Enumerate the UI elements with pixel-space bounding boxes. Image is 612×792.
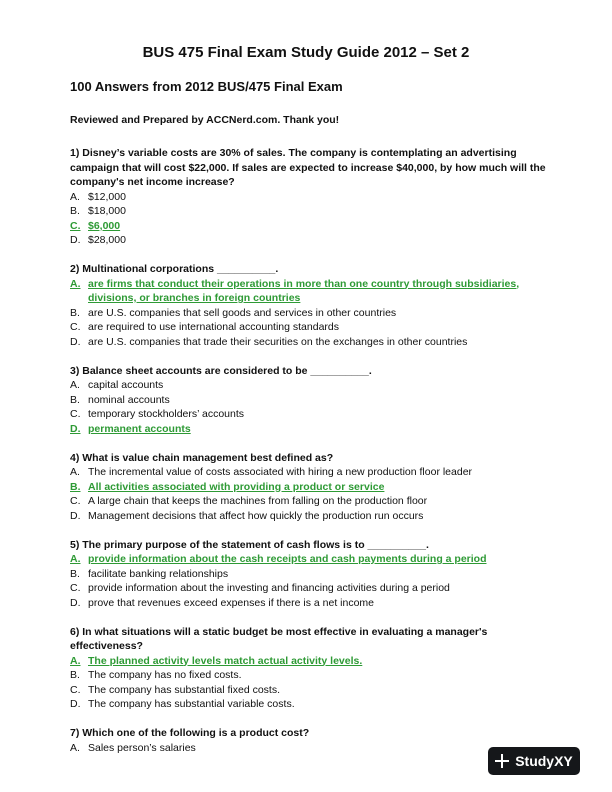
answer-option xyxy=(70,668,550,683)
plus-icon xyxy=(495,754,509,768)
option-letter: B. xyxy=(70,306,80,319)
question-text: 6) In what situations will a static budget be most effective in evaluating a manager's effectiveness? xyxy=(70,625,488,652)
option-text: The company has no fixed costs. xyxy=(88,669,242,681)
answer-option xyxy=(70,581,550,596)
answer-option xyxy=(70,393,550,408)
badge-label: StudyXY xyxy=(515,753,573,769)
option-letter: C. xyxy=(70,495,81,507)
option-letter: A. xyxy=(70,741,80,754)
option-text: provide information about the cash receipts and cash payments during a period xyxy=(88,553,487,565)
option-text: are U.S. companies that sell goods and services in other countries xyxy=(88,306,397,319)
option-letter: C. xyxy=(70,408,81,420)
option-text: $18,000 xyxy=(88,205,126,217)
question xyxy=(70,726,550,755)
answer-option-correct xyxy=(70,480,550,495)
answer-option xyxy=(70,697,550,712)
studyxy-badge[interactable] xyxy=(488,747,580,775)
answer-option xyxy=(70,190,550,205)
question-text: 7) Which one of the following is a product cost? xyxy=(70,727,310,739)
option-letter: B. xyxy=(70,480,81,493)
option-letter: C. xyxy=(70,582,81,594)
option-letter: A. xyxy=(70,277,81,290)
question xyxy=(70,451,550,524)
page-subtitle: 100 Answers from 2012 BUS/475 Final Exam xyxy=(70,79,343,94)
option-letter: A. xyxy=(70,379,80,391)
question-text: 3) Balance sheet accounts are considered to be __________. xyxy=(70,364,372,377)
option-letter: B. xyxy=(70,669,80,681)
option-letter: C. xyxy=(70,219,81,232)
answer-option xyxy=(70,306,550,321)
option-text: are required to use international accounting standards xyxy=(88,321,339,333)
option-letter: D. xyxy=(70,509,81,522)
option-letter: C. xyxy=(70,321,81,333)
option-letter: A. xyxy=(70,466,80,478)
option-text: capital accounts xyxy=(88,379,164,391)
option-text: Management decisions that affect how quickly the production run occurs xyxy=(88,509,424,522)
answer-option xyxy=(70,407,550,422)
page-title: BUS 475 Final Exam Study Guide 2012 – Set 2 xyxy=(142,44,470,61)
question-text: 2) Multinational corporations __________. xyxy=(70,263,279,275)
option-text: facilitate banking relationships xyxy=(88,567,229,580)
option-letter: B. xyxy=(70,393,80,406)
answer-option xyxy=(70,741,550,756)
option-letter: A. xyxy=(70,654,81,667)
option-text: provide information about the investing and financing activities during a period xyxy=(88,582,450,594)
answer-option-correct xyxy=(70,654,550,669)
question xyxy=(70,625,550,712)
option-text: $6,000 xyxy=(88,219,121,232)
question xyxy=(70,146,550,248)
option-text: The company has substantial fixed costs. xyxy=(88,683,281,696)
option-letter: D. xyxy=(70,234,81,246)
answer-option-correct xyxy=(70,219,550,234)
answer-option-correct xyxy=(70,552,550,567)
answer-option-correct xyxy=(70,422,550,437)
option-letter: C. xyxy=(70,683,81,696)
option-letter: D. xyxy=(70,422,81,435)
option-letter: A. xyxy=(70,553,81,565)
answer-option xyxy=(70,567,550,582)
option-text: are U.S. companies that trade their securities on the exchanges in other countries xyxy=(88,335,468,348)
option-text: The planned activity levels match actual activity levels. xyxy=(88,654,363,667)
answer-option xyxy=(70,509,550,524)
option-letter: D. xyxy=(70,335,81,348)
option-text: temporary stockholders’ accounts xyxy=(88,408,245,420)
option-text: A large chain that keeps the machines from falling on the production floor xyxy=(88,495,428,507)
option-letter: B. xyxy=(70,567,80,580)
option-text: nominal accounts xyxy=(88,393,170,406)
answer-option xyxy=(70,233,550,248)
option-letter: B. xyxy=(70,205,80,217)
option-text: are firms that conduct their operations in more than one country through subsidiaries, divisions, or branches in foreign countries xyxy=(88,277,520,304)
option-letter: D. xyxy=(70,698,81,710)
answer-option xyxy=(70,465,550,480)
question-text: 5) The primary purpose of the statement of cash flows is to __________. xyxy=(70,538,429,551)
option-text: permanent accounts xyxy=(88,422,191,435)
question xyxy=(70,364,550,437)
answer-option-correct xyxy=(70,277,550,306)
questions-list xyxy=(70,146,550,770)
option-text: $12,000 xyxy=(88,190,126,203)
question-text: 4) What is value chain management best defined as? xyxy=(70,451,334,464)
option-text: $28,000 xyxy=(88,234,126,246)
answer-option xyxy=(70,335,550,350)
question-text: 1) Disney’s variable costs are 30% of sales. The company is contemplating an advertising campaign that will cost $22,000. If sales are expected to increase $40,000, by how much will the company's net income increase? xyxy=(70,147,546,188)
option-text: The incremental value of costs associated with hiring a new production floor leader xyxy=(88,466,473,478)
option-letter: D. xyxy=(70,596,81,609)
option-text: prove that revenues exceed expenses if there is a net income xyxy=(88,596,375,609)
option-text: Sales person’s salaries xyxy=(88,741,196,754)
answer-option xyxy=(70,683,550,698)
answer-option xyxy=(70,596,550,611)
question xyxy=(70,262,550,349)
option-letter: A. xyxy=(70,190,80,203)
answer-option xyxy=(70,378,550,393)
option-text: All activities associated with providing a product or service xyxy=(88,480,385,493)
answer-option xyxy=(70,204,550,219)
reviewed-note: Reviewed and Prepared by ACCNerd.com. Thank you! xyxy=(70,114,340,126)
answer-option xyxy=(70,320,550,335)
answer-option xyxy=(70,494,550,509)
option-text: The company has substantial variable costs. xyxy=(88,698,295,710)
question xyxy=(70,538,550,611)
